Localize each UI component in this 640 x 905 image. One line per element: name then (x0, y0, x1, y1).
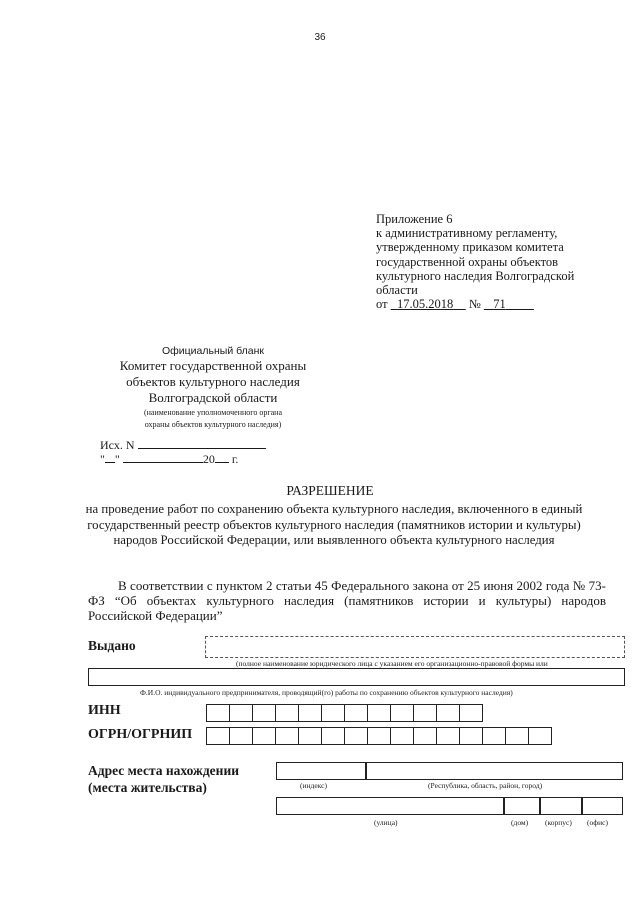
year-field[interactable] (215, 452, 229, 463)
appendix-line: Приложение 6 (376, 212, 453, 226)
digit-cell[interactable] (321, 704, 345, 722)
digit-cell[interactable] (413, 727, 437, 745)
digit-cell[interactable] (321, 727, 345, 745)
outgoing-number-line (100, 438, 266, 452)
digit-cell[interactable] (206, 704, 230, 722)
digit-cell[interactable] (482, 727, 506, 745)
digit-cell[interactable] (206, 727, 230, 745)
year-prefix: 20 (202, 452, 215, 466)
quote-open: " (100, 452, 105, 466)
house-field[interactable] (504, 797, 540, 815)
issued-field-continued[interactable] (88, 668, 625, 686)
year-suffix: г. (231, 452, 239, 466)
issued-label: Выдано (88, 638, 136, 653)
date-prefix: от (376, 297, 388, 312)
digit-cell[interactable] (436, 704, 460, 722)
org-name-line: Волгоградской области (148, 390, 278, 405)
digit-cell[interactable] (229, 727, 253, 745)
appendix-line: области (376, 283, 418, 298)
office-field[interactable] (582, 797, 623, 815)
digit-cell[interactable] (459, 704, 483, 722)
address-label: (места жительства) (88, 780, 207, 795)
legal-basis-paragraph: В соответствии с пунктом 2 статьи 45 Федерального закона от 25 июня 2002 года № 73-ФЗ “Об объектах культурного наследия (памятников истории и культуры) народов Российской Федерации” (88, 578, 606, 623)
outgoing-label: Исх. N (100, 438, 135, 452)
digit-cell[interactable] (367, 727, 391, 745)
quote-close: " (114, 452, 120, 466)
appendix-line: утвержденному приказом комитета (376, 240, 564, 255)
order-date: 17.05.2018 (396, 297, 454, 312)
region-field[interactable] (366, 762, 623, 780)
month-field[interactable] (123, 452, 203, 463)
document-title: РАЗРЕШЕНИЕ (286, 483, 374, 498)
digit-cell[interactable] (344, 727, 368, 745)
digit-cell[interactable] (252, 727, 276, 745)
office-hint: (офис) (587, 818, 608, 827)
official-blank (100, 344, 326, 430)
issued-hint: (полное наименование юридического лица с указанием его организационно-правовой формы или (236, 659, 548, 668)
org-name-line: объектов культурного наследия (126, 374, 300, 389)
outgoing-number-field[interactable] (138, 438, 266, 449)
index-field[interactable] (276, 762, 366, 780)
outgoing-date-line (100, 452, 266, 466)
street-hint: (улица) (374, 818, 398, 827)
building-hint: (корпус) (545, 818, 572, 827)
digit-cell[interactable] (298, 704, 322, 722)
digit-cell[interactable] (528, 727, 552, 745)
appendix-line: культурного наследия Волгоградской (376, 268, 575, 283)
issued-hint: Ф.И.О. индивидуального предпринимателя, проводящий(го) работы по сохранению объектов культурного наследия) (140, 688, 513, 697)
appendix-line: государственной охраны объектов (376, 254, 559, 269)
house-hint: (дом) (511, 818, 529, 827)
digit-cell[interactable] (344, 704, 368, 722)
issued-field[interactable] (205, 636, 625, 658)
digit-cell[interactable] (252, 704, 276, 722)
org-name-line: Комитет государственной охраны (119, 358, 307, 373)
outgoing-block (100, 438, 266, 466)
address-label: Адрес места нахождении (88, 763, 239, 778)
digit-cell[interactable] (505, 727, 529, 745)
building-field[interactable] (540, 797, 582, 815)
org-note: охраны объектов культурного наследия) (144, 420, 282, 429)
digit-cell[interactable] (436, 727, 460, 745)
appendix-block (376, 212, 574, 311)
day-field[interactable] (105, 452, 115, 463)
region-hint: (Республика, область, район, город) (428, 781, 543, 790)
digit-cell[interactable] (459, 727, 483, 745)
digit-cell[interactable] (367, 704, 391, 722)
street-field[interactable] (276, 797, 504, 815)
digit-cell[interactable] (390, 704, 414, 722)
index-hint: (индекс) (300, 781, 327, 790)
digit-cell[interactable] (275, 727, 299, 745)
blank-title: Официальный бланк (161, 345, 265, 357)
number-sign: № (468, 297, 481, 312)
order-number: 71 (493, 297, 506, 312)
page-number: 36 (314, 32, 326, 43)
digit-cell[interactable] (390, 727, 414, 745)
document-subtitle: на проведение работ по сохранению объекта культурного наследия, включенного в единый государственный реестр объектов культурного наследия (памятников истории и культуры) народов Российской Федерации, или выявленного объекта культурного наследия (85, 502, 583, 547)
digit-cell[interactable] (275, 704, 299, 722)
org-note: (наименование уполномоченного органа (143, 408, 283, 417)
digit-cell[interactable] (413, 704, 437, 722)
inn-label: ИНН (88, 703, 121, 718)
appendix-line: к административному регламенту, (376, 226, 558, 241)
digit-cell[interactable] (298, 727, 322, 745)
ogrn-label: ОГРН/ОГРНИП (88, 727, 193, 742)
appendix-date-line (376, 297, 574, 311)
digit-cell[interactable] (229, 704, 253, 722)
